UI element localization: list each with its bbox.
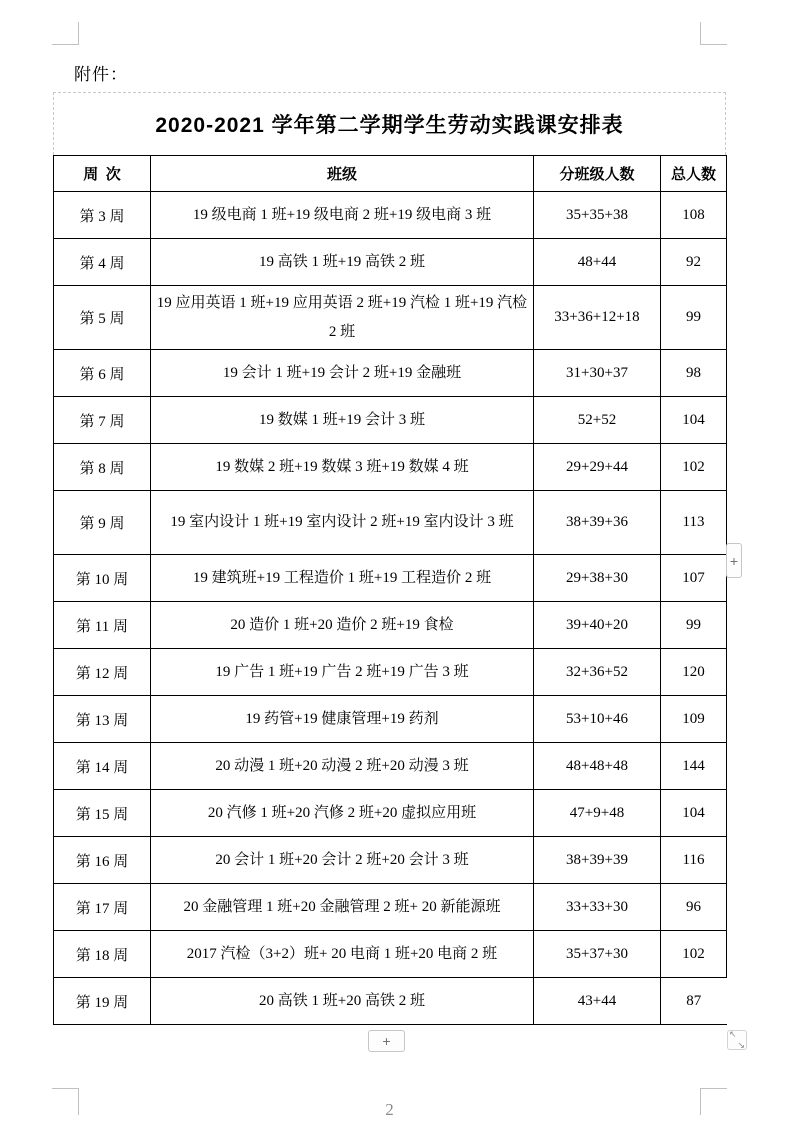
week-cell: 第 11 周 bbox=[54, 602, 151, 649]
table-row bbox=[54, 649, 727, 696]
table-row bbox=[54, 192, 727, 239]
total-cell: 120 bbox=[661, 649, 727, 696]
insert-row-button[interactable]: + bbox=[726, 543, 742, 578]
total-cell: 104 bbox=[661, 397, 727, 444]
classes-cell: 20 会计 1 班+20 会计 2 班+20 会计 3 班 bbox=[151, 837, 534, 884]
classes-cell: 19 高铁 1 班+19 高铁 2 班 bbox=[151, 239, 534, 286]
week-cell: 第 7 周 bbox=[54, 397, 151, 444]
classes-cell: 19 药管+19 健康管理+19 药剂 bbox=[151, 696, 534, 743]
total-cell: 113 bbox=[661, 491, 727, 555]
total-cell: 98 bbox=[661, 350, 727, 397]
table-row bbox=[54, 555, 727, 602]
week-cell: 第 3 周 bbox=[54, 192, 151, 239]
page-title: 2020-2021 学年第二学期学生劳动实践课安排表 bbox=[155, 114, 624, 137]
schedule-table bbox=[53, 155, 727, 1025]
total-cell: 107 bbox=[661, 555, 727, 602]
table-row bbox=[54, 837, 727, 884]
per-class-cell: 31+30+37 bbox=[534, 350, 661, 397]
week-cell: 第 5 周 bbox=[54, 286, 151, 350]
week-cell: 第 18 周 bbox=[54, 931, 151, 978]
table-row bbox=[54, 491, 727, 555]
week-cell: 第 19 周 bbox=[54, 978, 151, 1025]
week-cell: 第 10 周 bbox=[54, 555, 151, 602]
table-resize-handle[interactable] bbox=[727, 1030, 747, 1050]
title-text-frame bbox=[53, 92, 726, 155]
total-cell: 102 bbox=[661, 444, 727, 491]
table-row bbox=[54, 978, 727, 1025]
total-cell: 87 bbox=[661, 978, 727, 1025]
classes-cell: 2017 汽检（3+2）班+ 20 电商 1 班+20 电商 2 班 bbox=[151, 931, 534, 978]
classes-cell: 19 会计 1 班+19 会计 2 班+19 金融班 bbox=[151, 350, 534, 397]
total-cell: 104 bbox=[661, 790, 727, 837]
per-class-cell: 47+9+48 bbox=[534, 790, 661, 837]
table-row bbox=[54, 884, 727, 931]
per-class-cell: 33+33+30 bbox=[534, 884, 661, 931]
classes-cell: 20 金融管理 1 班+20 金融管理 2 班+ 20 新能源班 bbox=[151, 884, 534, 931]
classes-cell: 19 数媒 2 班+19 数媒 3 班+19 数媒 4 班 bbox=[151, 444, 534, 491]
week-cell: 第 17 周 bbox=[54, 884, 151, 931]
total-cell: 92 bbox=[661, 239, 727, 286]
total-cell: 108 bbox=[661, 192, 727, 239]
classes-cell: 19 应用英语 1 班+19 应用英语 2 班+19 汽检 1 班+19 汽检 2 班 bbox=[151, 286, 534, 350]
header-classes: 班级 bbox=[151, 156, 534, 192]
per-class-cell: 48+48+48 bbox=[534, 743, 661, 790]
table-row bbox=[54, 790, 727, 837]
per-class-cell: 35+37+30 bbox=[534, 931, 661, 978]
week-cell: 第 15 周 bbox=[54, 790, 151, 837]
per-class-cell: 43+44 bbox=[534, 978, 661, 1025]
table-row bbox=[54, 696, 727, 743]
week-cell: 第 16 周 bbox=[54, 837, 151, 884]
header-week: 周 次 bbox=[54, 156, 151, 192]
per-class-cell: 32+36+52 bbox=[534, 649, 661, 696]
per-class-cell: 38+39+36 bbox=[534, 491, 661, 555]
classes-cell: 20 动漫 1 班+20 动漫 2 班+20 动漫 3 班 bbox=[151, 743, 534, 790]
per-class-cell: 39+40+20 bbox=[534, 602, 661, 649]
resize-arrow-nw-icon: ↖ bbox=[729, 1029, 737, 1039]
total-cell: 99 bbox=[661, 286, 727, 350]
table-row bbox=[54, 397, 727, 444]
per-class-cell: 38+39+39 bbox=[534, 837, 661, 884]
margin-corner-top-right-icon bbox=[700, 22, 727, 45]
total-cell: 144 bbox=[661, 743, 727, 790]
per-class-cell: 52+52 bbox=[534, 397, 661, 444]
week-cell: 第 12 周 bbox=[54, 649, 151, 696]
margin-corner-top-left-icon bbox=[52, 22, 79, 45]
table-header-row bbox=[54, 156, 727, 192]
classes-cell: 19 级电商 1 班+19 级电商 2 班+19 级电商 3 班 bbox=[151, 192, 534, 239]
table-row bbox=[54, 239, 727, 286]
total-cell: 99 bbox=[661, 602, 727, 649]
header-per-class: 分班级人数 bbox=[534, 156, 661, 192]
week-cell: 第 4 周 bbox=[54, 239, 151, 286]
header-total: 总人数 bbox=[661, 156, 727, 192]
table-row bbox=[54, 931, 727, 978]
per-class-cell: 53+10+46 bbox=[534, 696, 661, 743]
resize-arrow-se-icon: ↘ bbox=[737, 1040, 745, 1050]
per-class-cell: 48+44 bbox=[534, 239, 661, 286]
table-row bbox=[54, 350, 727, 397]
per-class-cell: 35+35+38 bbox=[534, 192, 661, 239]
total-cell: 116 bbox=[661, 837, 727, 884]
week-cell: 第 6 周 bbox=[54, 350, 151, 397]
per-class-cell: 29+38+30 bbox=[534, 555, 661, 602]
classes-cell: 20 高铁 1 班+20 高铁 2 班 bbox=[151, 978, 534, 1025]
classes-cell: 20 汽修 1 班+20 汽修 2 班+20 虚拟应用班 bbox=[151, 790, 534, 837]
table-row bbox=[54, 743, 727, 790]
table-row bbox=[54, 444, 727, 491]
classes-cell: 20 造价 1 班+20 造价 2 班+19 食检 bbox=[151, 602, 534, 649]
week-cell: 第 9 周 bbox=[54, 491, 151, 555]
attachment-label: 附件： bbox=[74, 65, 128, 84]
classes-cell: 19 建筑班+19 工程造价 1 班+19 工程造价 2 班 bbox=[151, 555, 534, 602]
week-cell: 第 13 周 bbox=[54, 696, 151, 743]
week-cell: 第 8 周 bbox=[54, 444, 151, 491]
week-cell: 第 14 周 bbox=[54, 743, 151, 790]
classes-cell: 19 室内设计 1 班+19 室内设计 2 班+19 室内设计 3 班 bbox=[151, 491, 534, 555]
classes-cell: 19 广告 1 班+19 广告 2 班+19 广告 3 班 bbox=[151, 649, 534, 696]
total-cell: 96 bbox=[661, 884, 727, 931]
page-number: 2 bbox=[385, 1100, 394, 1119]
total-cell: 102 bbox=[661, 931, 727, 978]
total-cell: 109 bbox=[661, 696, 727, 743]
per-class-cell: 29+29+44 bbox=[534, 444, 661, 491]
table-row bbox=[54, 286, 727, 350]
per-class-cell: 33+36+12+18 bbox=[534, 286, 661, 350]
classes-cell: 19 数媒 1 班+19 会计 3 班 bbox=[151, 397, 534, 444]
table-row bbox=[54, 602, 727, 649]
insert-column-button[interactable]: + bbox=[368, 1030, 405, 1052]
